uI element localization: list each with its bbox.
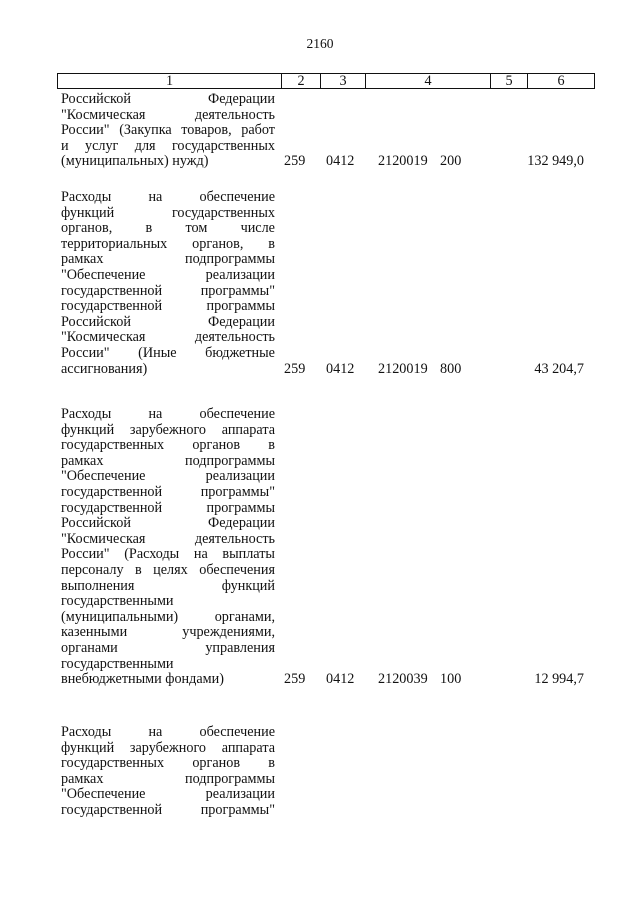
description-line [61, 501, 275, 517]
word: функций [221, 577, 275, 594]
word: "Космическая [61, 530, 146, 547]
description-line [61, 725, 275, 741]
row-target-article: 2120019 [378, 360, 428, 377]
row-gr-code: 259 [284, 153, 306, 170]
header-col-4: 4 [365, 74, 490, 88]
word: "Космическая [61, 329, 146, 346]
description-line [61, 772, 275, 788]
table-header [57, 73, 595, 89]
word: Российской [61, 91, 131, 107]
description-line [61, 485, 275, 501]
word: аппарата [221, 739, 275, 756]
description-line: государственными [61, 655, 174, 672]
word: подпрограммы [185, 452, 275, 469]
word: числе [240, 220, 275, 237]
word: (Закупка [119, 122, 172, 139]
description-line [61, 610, 275, 626]
description-line [61, 299, 275, 315]
description-line [61, 563, 275, 579]
row-expense-type: 200 [440, 153, 462, 170]
word: аппарата [221, 421, 275, 438]
word: управления [205, 639, 275, 656]
header-col-2: 2 [281, 74, 320, 88]
word: казенными [61, 624, 128, 641]
word: России" [61, 122, 110, 139]
word: и [61, 137, 69, 154]
word: на [148, 724, 163, 740]
row-amount: 132 949,0 [527, 153, 584, 170]
word: персоналу [61, 561, 124, 578]
description-line [61, 268, 275, 284]
word: деятельность [194, 530, 275, 547]
word: Расходы [61, 189, 112, 205]
row-description [61, 190, 275, 377]
word: реализации [205, 266, 275, 283]
description-line [61, 252, 275, 268]
row-description [61, 92, 275, 170]
row-description [61, 725, 275, 819]
word: Федерации [207, 313, 275, 330]
row-section-code: 0412 [326, 671, 355, 688]
word: Расходы [61, 406, 112, 422]
word: функций [61, 204, 115, 221]
word: реализации [205, 786, 275, 803]
word: государственных [61, 437, 165, 454]
row-amount: 43 204,7 [534, 360, 584, 377]
word: обеспечение [199, 724, 275, 740]
description-line [61, 741, 275, 757]
word: органами [61, 639, 118, 656]
word: том [185, 220, 208, 237]
word: на [148, 406, 163, 422]
word: Российской [61, 515, 131, 532]
description-line [61, 190, 275, 206]
word: выполнения [61, 577, 135, 594]
word: государственной [61, 282, 163, 299]
word: государственной [61, 499, 163, 516]
description-line [61, 123, 275, 139]
word: органов [192, 437, 241, 454]
word: в [135, 561, 142, 578]
word: программы" [200, 483, 275, 500]
description-line [61, 330, 275, 346]
word: в [145, 220, 153, 237]
description-line [61, 469, 275, 485]
word: государственной [61, 483, 163, 500]
word: программы [206, 499, 275, 516]
word: подпрограммы [185, 770, 275, 787]
row-section-code: 0412 [326, 360, 355, 377]
word: органами, [214, 608, 275, 625]
word: "Космическая [61, 106, 146, 123]
header-col-3: 3 [320, 74, 365, 88]
word: для [134, 137, 156, 154]
description-line [61, 423, 275, 439]
word: на [148, 189, 163, 205]
word: государственных [171, 204, 275, 221]
description-line [61, 787, 275, 803]
word: (Расходы [124, 546, 180, 563]
description-line [61, 407, 275, 423]
word: рамках [61, 770, 104, 787]
word: на [193, 546, 208, 563]
word: органов [192, 755, 241, 772]
description-line [61, 108, 275, 124]
word: обеспечение [199, 406, 275, 422]
description-line [61, 92, 275, 108]
description-line [61, 641, 275, 657]
word: рамках [61, 251, 104, 268]
description-line [61, 315, 275, 331]
description-line [61, 454, 275, 470]
description-line [61, 756, 275, 772]
description-line [61, 803, 275, 819]
word: "Обеспечение [61, 468, 146, 485]
description-line [61, 221, 275, 237]
row-description [61, 407, 275, 688]
word: Российской [61, 313, 131, 330]
word: программы" [200, 801, 275, 818]
word: обеспечение [199, 189, 275, 205]
word: "Обеспечение [61, 266, 146, 283]
word: обеспечения [199, 561, 275, 578]
description-line [61, 346, 275, 362]
word: в [268, 755, 275, 772]
word: услуг [84, 137, 119, 154]
header-col-6: 6 [527, 74, 594, 88]
word: зарубежного [129, 421, 206, 438]
word: программы [206, 298, 275, 315]
row-gr-code: 259 [284, 671, 306, 688]
page-number: 2160 [306, 36, 334, 51]
description-line [61, 579, 275, 595]
description-line: (муниципальных) нужд) [61, 153, 209, 170]
description-line [61, 516, 275, 532]
word: государственной [61, 298, 163, 315]
word: работ [241, 122, 275, 139]
word: подпрограммы [185, 251, 275, 268]
row-target-article: 2120039 [378, 671, 428, 688]
word: Федерации [207, 91, 275, 107]
word: органов, [61, 220, 113, 237]
description-line [61, 284, 275, 300]
row-expense-type: 100 [440, 671, 462, 688]
word: органов, [192, 235, 244, 252]
row-amount: 12 994,7 [534, 671, 584, 688]
header-col-5: 5 [490, 74, 527, 88]
row-expense-type: 800 [440, 360, 462, 377]
word: учреждениями, [182, 624, 275, 641]
description-line [61, 139, 275, 155]
description-line [61, 206, 275, 222]
word: программы" [200, 282, 275, 299]
row-gr-code: 259 [284, 360, 306, 377]
row-section-code: 0412 [326, 153, 355, 170]
word: зарубежного [129, 739, 206, 756]
word: Расходы [61, 724, 112, 740]
word: функций [61, 739, 115, 756]
word: в [268, 235, 275, 252]
description-line: внебюджетными фондами) [61, 671, 224, 688]
description-line [61, 532, 275, 548]
description-line [61, 625, 275, 641]
word: реализации [205, 468, 275, 485]
word: Федерации [207, 515, 275, 532]
description-line [61, 438, 275, 454]
word: государственной [61, 801, 163, 818]
description-line: ассигнования) [61, 360, 148, 377]
word: России" [61, 546, 110, 563]
word: функций [61, 421, 115, 438]
description-line [61, 547, 275, 563]
word: в [268, 437, 275, 454]
word: территориальных [61, 235, 168, 252]
description-line: государственными [61, 593, 174, 610]
word: целях [153, 561, 188, 578]
word: (муниципальными) [61, 608, 179, 625]
word: России" [61, 344, 110, 361]
row-target-article: 2120019 [378, 153, 428, 170]
word: (Иные [138, 344, 177, 361]
word: рамках [61, 452, 104, 469]
word: "Обеспечение [61, 786, 146, 803]
word: бюджетные [205, 344, 275, 361]
word: товаров, [181, 122, 232, 139]
word: выплаты [222, 546, 275, 563]
word: государственных [171, 137, 275, 154]
word: государственных [61, 755, 165, 772]
header-col-1: 1 [165, 73, 174, 89]
word: деятельность [194, 106, 275, 123]
description-line [61, 237, 275, 253]
word: деятельность [194, 329, 275, 346]
